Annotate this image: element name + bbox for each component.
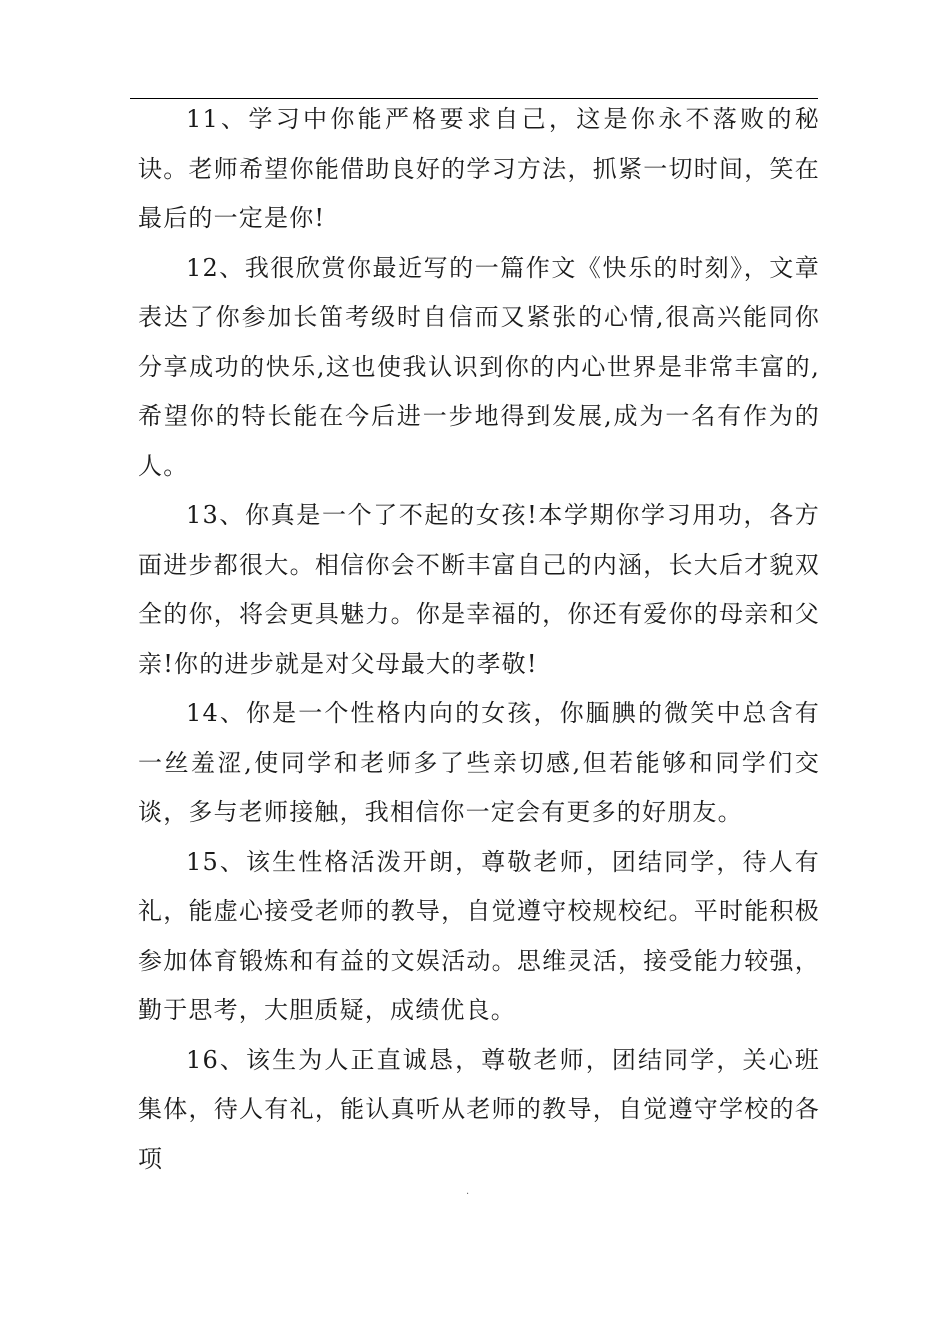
paragraph-11: 11、学习中你能严格要求自己，这是你永不落败的秘诀。老师希望你能借助良好的学习方法，抓紧一切时间，笑在最后的一定是你!: [138, 105, 820, 232]
paragraph-16: 16、该生为人正直诚恳，尊敬老师，团结同学，关心班集体，待人有礼，能认真听从老师的教导，自觉遵守学校的各项: [138, 1045, 820, 1173]
document-body: [138, 95, 820, 1184]
paragraph-14: 14、你是一个性格内向的女孩，你腼腆的微笑中总含有一丝羞涩,使同学和老师多了些亲切感,但若能够和同学们交谈，多与老师接触，我相信你一定会有更多的好朋友。: [138, 699, 820, 826]
paragraph-15: 15、该生性格活泼开朗，尊敬老师，团结同学，待人有礼，能虚心接受老师的教导，自觉遵守校规校纪。平时能积极参加体育锻炼和有益的文娱活动。思维灵活，接受能力较强，勤于思考，大胆质疑，成绩优良。: [138, 847, 820, 1024]
paragraph-13: 13、你真是一个了不起的女孩!本学期你学习用功，各方面进步都很大。相信你会不断丰富自己的内涵，长大后才貌双全的你，将会更具魅力。你是幸福的，你还有爱你的母亲和父亲!你的进步就是对父母最大的孝敬!: [138, 501, 820, 678]
paragraph-12: 12、我很欣赏你最近写的一篇作文《快乐的时刻》，文章表达了你参加长笛考级时自信而又紧张的心情,很高兴能同你分享成功的快乐,这也使我认识到你的内心世界是非常丰富的,希望你的特长能在今后进一步地得到发展,成为一名有作为的人。: [138, 253, 820, 480]
footer-mark: .: [466, 1186, 470, 1197]
